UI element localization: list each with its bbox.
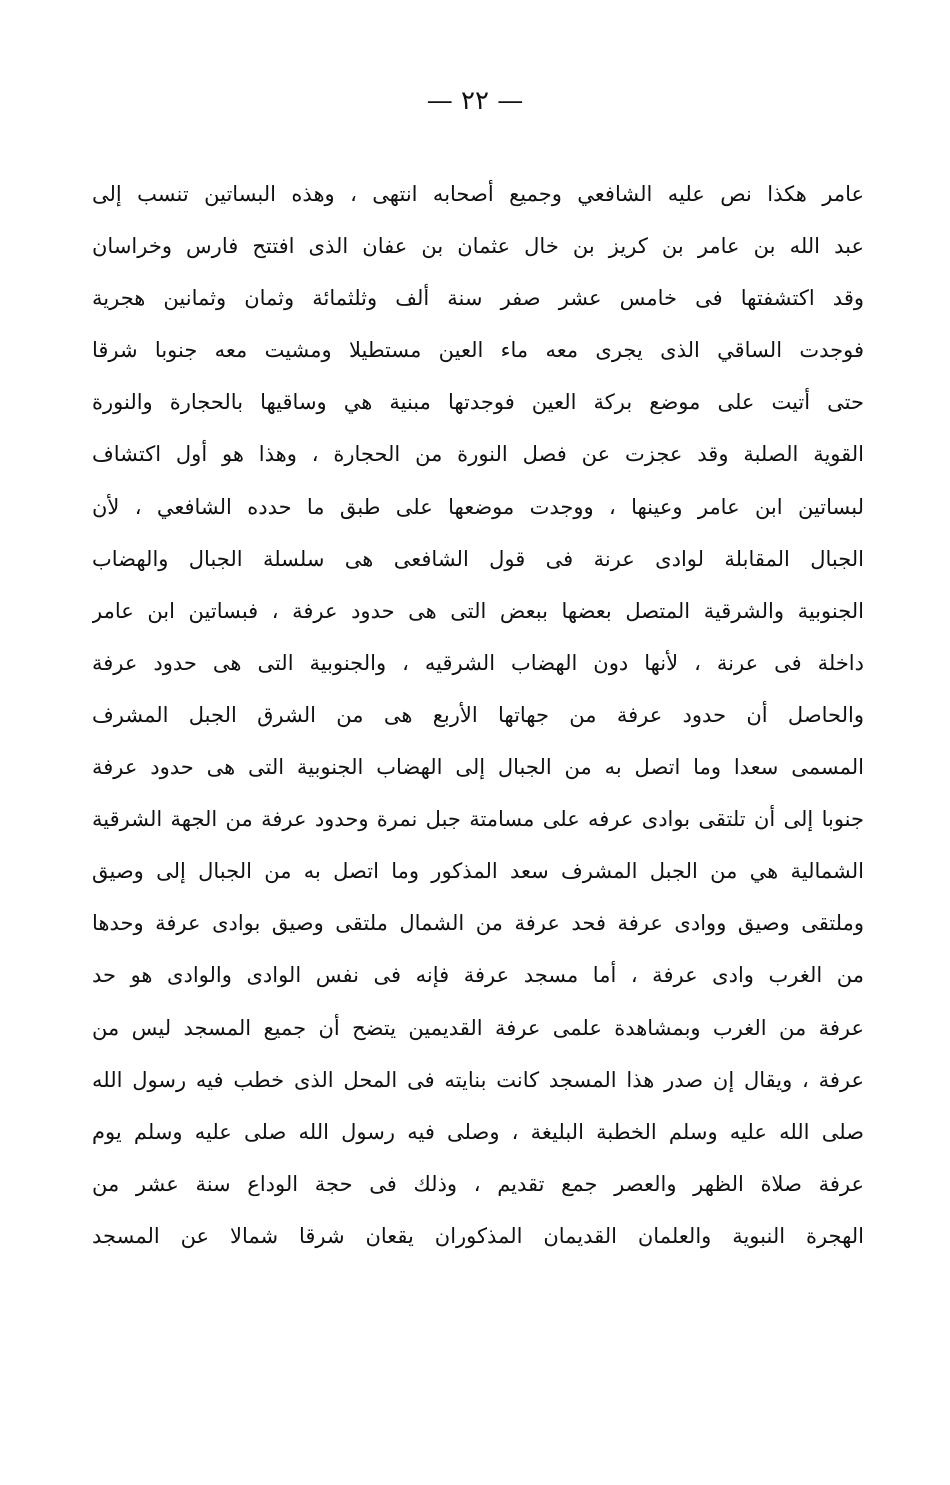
text-line: عرفة ، ويقال إن صدر هذا المسجد كانت بنايته فى المحل الذى خطب فيه رسول الله [92,1067,864,1092]
text-line: عرفة صلاة الظهر والعصر جمع تقديم ، وذلك فى حجة الوداع سنة عشر من [92,1171,864,1196]
text-line: فوجدت الساقي الذى يجرى معه ماء العين مستطيلا ومشيت معه جنوبا شرقا [92,338,864,363]
text-line: لبساتين ابن عامر وعينها ، ووجدت موضعها على طبق ما حدده الشافعي ، لأن [92,494,864,519]
text-line: داخلة فى عرنة ، لأنها دون الهضاب الشرقيه ، والجنوبية التى هى حدود عرفة [92,650,864,675]
text-line: الجبال المقابلة لوادى عرنة فى قول الشافعى هى سلسلة الجبال والهضاب [92,546,864,571]
text-line: المسمى سعدا وما اتصل به من الجبال إلى الهضاب الجنوبية التى هى حدود عرفة [92,755,864,780]
page-number: — ٢٢ — [426,86,524,116]
text-line: حتى أتيت على موضع بركة العين فوجدتها مبنية هي وساقيها بالحجارة والنورة [92,390,864,415]
text-line: صلى الله عليه وسلم الخطبة البليغة ، وصلى فيه رسول الله صلى عليه وسلم يوم [92,1119,864,1144]
text-line: عرفة من الغرب وبمشاهدة علمى عرفة القديمين يتضح أن جميع المسجد ليس من [92,1015,864,1040]
text-line: عامر هكذا نص عليه الشافعي وجميع أصحابه انتهى ، وهذه البساتين تنسب إلى [92,182,864,206]
text-line: الشمالية هي من الجبل المشرف سعد المذكور وما اتصل به من الجبال إلى وصيق [92,859,864,884]
text-line: من الغرب وادى عرفة ، أما مسجد عرفة فإنه فى نفس الوادى والوادى هو حد [92,963,864,988]
text-line: وقد اكتشفتها فى خامس عشر صفر سنة ألف وثلثمائة وثمان وثمانين هجرية [92,286,864,311]
text-line: الهجرة النبوية والعلمان القديمان المذكوران يقعان شرقا شمالا عن المسجد [92,1223,864,1248]
text-line: الجنوبية والشرقية المتصل بعضها ببعض التى هى حدود عرفة ، فبساتين ابن عامر [92,598,864,623]
text-line: وملتقى وصيق ووادى عرفة فحد عرفة من الشمال ملتقى وصيق بوادى عرفة وحدها [92,911,864,936]
text-line: عبد الله بن عامر بن كريز بن خال عثمان بن عفان الذى افتتح فارس وخراسان [92,234,864,259]
body-text [92,168,864,1262]
text-line: القوية الصلبة وقد عجزت عن فصل النورة من الحجارة ، وهذا هو أول اكتشاف [92,442,864,467]
text-line: جنوبا إلى أن تلتقى بوادى عرفه على مسامتة جبل نمرة وحدود عرفة من الجهة الشرقية [92,807,864,832]
text-line: والحاصل أن حدود عرفة من جهاتها الأربع هى من الشرق الجبل المشرف [92,702,864,727]
